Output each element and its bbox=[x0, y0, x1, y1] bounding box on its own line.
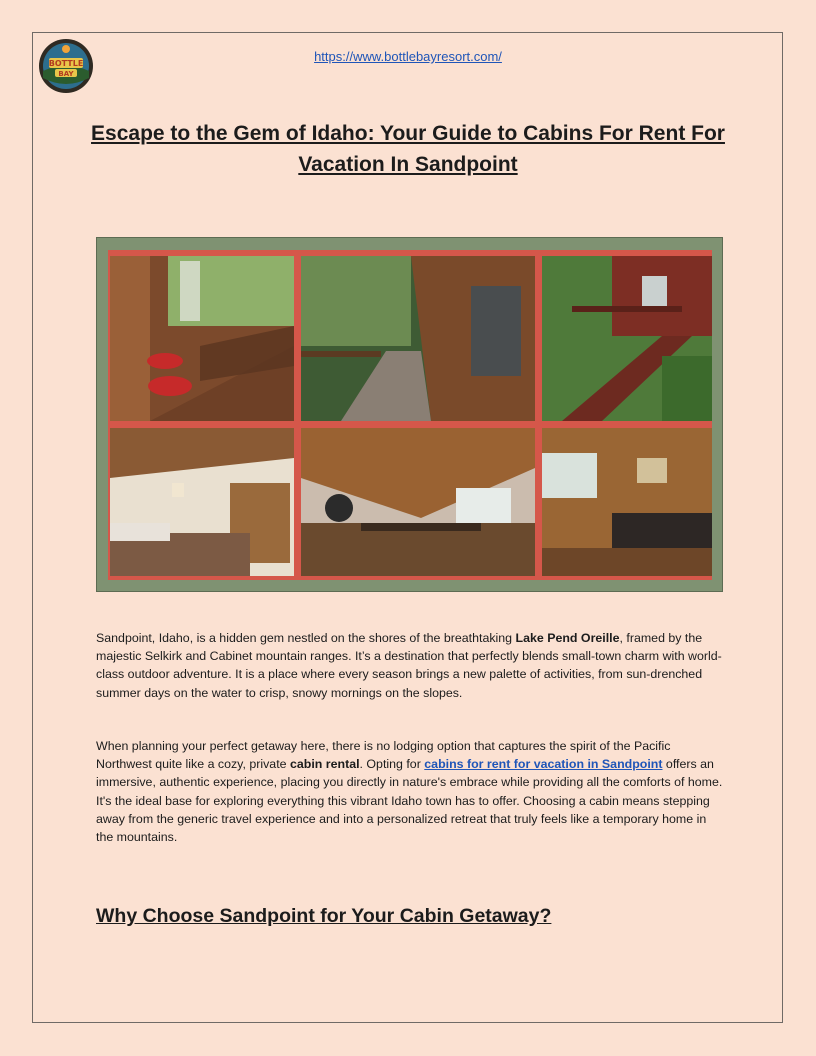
lake-name-bold: Lake Pend Oreille bbox=[515, 631, 620, 645]
bedroom-photo bbox=[110, 428, 294, 576]
deck-photo bbox=[110, 256, 294, 421]
stairs-photo bbox=[542, 256, 712, 421]
photo-frame bbox=[96, 237, 723, 592]
section-heading: Why Choose Sandpoint for Your Cabin Getaway? bbox=[96, 905, 552, 927]
page-title: Escape to the Gem of Idaho: Your Guide to Cabins For Rent For Vacation In Sandpoint bbox=[91, 122, 725, 176]
cabin-photo-collage bbox=[108, 250, 712, 580]
cabins-link[interactable]: cabins for rent for vacation in Sandpoint bbox=[424, 757, 663, 772]
loft-photo bbox=[301, 428, 535, 576]
intro-paragraph: Sandpoint, Idaho, is a hidden gem nestled on the shores of the breathtaking Lake Pend Oreille, framed by the majestic Selkirk and Cabinet mountain ranges. It’s a destination that perfectly blends small-town charm with world-class outdoor adventure. It is a place where every season brings a new palette of activities, from sun-drenched summer days on the water to crisp, snowy mornings on the slopes. bbox=[96, 631, 722, 700]
planning-paragraph: When planning your perfect getaway here, there is no lodging option that captures the spirit of the Pacific Northwest quite like a cozy, private cabin rental. Opting for cabins for rent for vacation in Sandpoint offers an immersive, authentic experience, placing you directly in nature's embrace while providing all the comforts of home. It's the ideal base for exploring everything this vibrant Idaho town has to offer. Choosing a cabin means stepping away from the generic travel experience and into a personalized retreat that truly feels like a temporary home in the mountains. bbox=[96, 739, 723, 845]
site-url-link[interactable]: https://www.bottlebayresort.com/ bbox=[314, 49, 502, 64]
walkway-photo bbox=[301, 256, 535, 421]
svg-text:BAY: BAY bbox=[58, 70, 74, 78]
svg-text:BOTTLE: BOTTLE bbox=[48, 59, 84, 68]
cabin-rental-bold: cabin rental bbox=[289, 757, 360, 772]
bottle-bay-resort-logo[interactable] bbox=[38, 38, 94, 94]
living-room-photo bbox=[542, 428, 712, 576]
